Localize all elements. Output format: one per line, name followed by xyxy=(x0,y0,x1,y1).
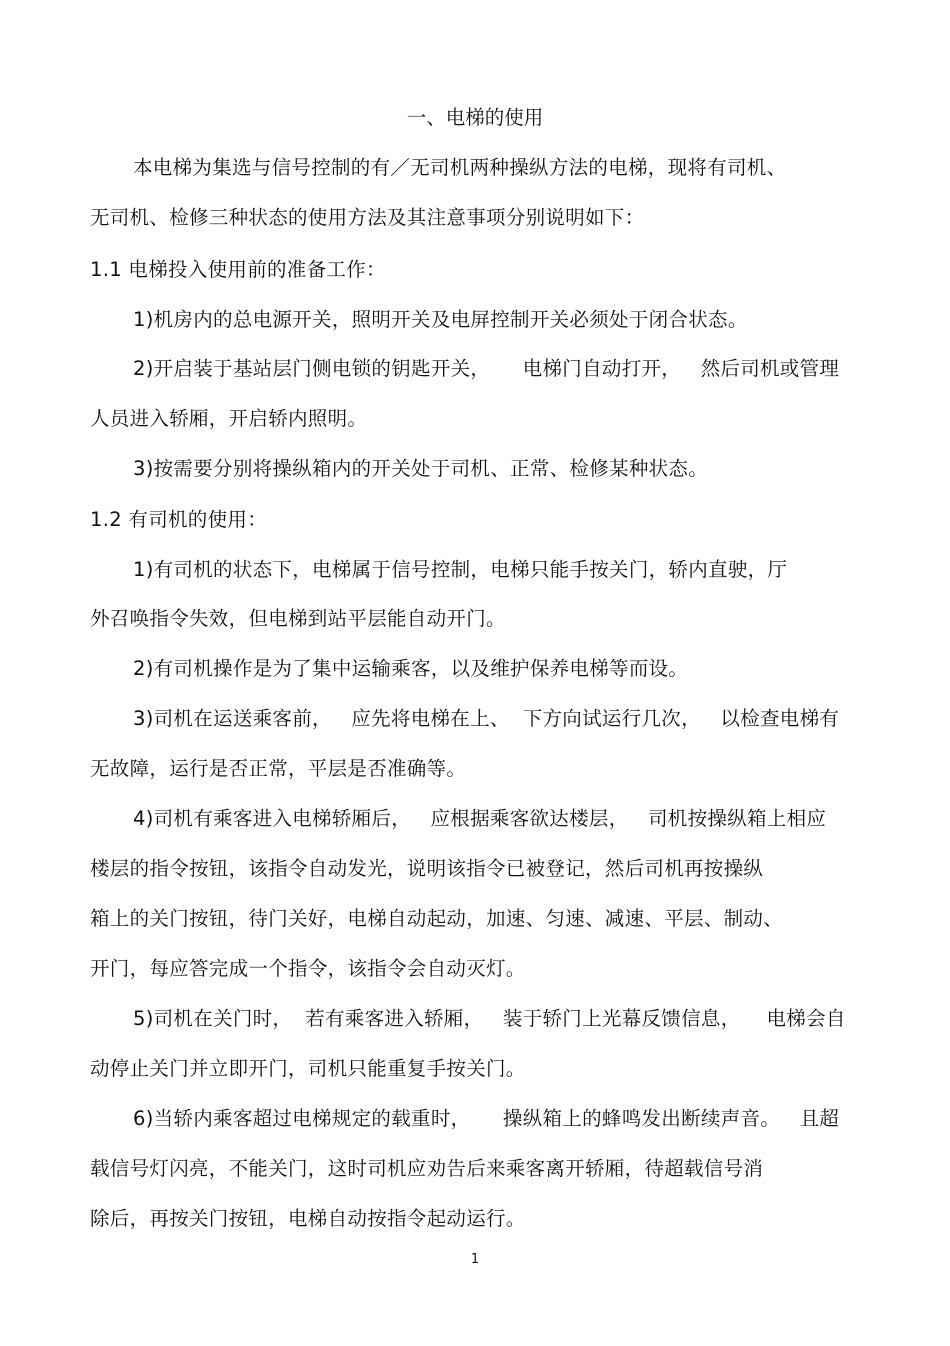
section-title: 一、电梯的使用 xyxy=(406,106,544,129)
paragraph-line: 开门，每应答完成一个指令，该指令会自动灭灯。 xyxy=(90,957,526,980)
paragraph-line: 1)机房内的总电源开关，照明开关及电屏控制开关必须处于闭合状态。 xyxy=(133,308,748,331)
paragraph-line: 无司机、检修三种状态的使用方法及其注意事项分别说明如下： xyxy=(90,206,645,229)
paragraph-line: 1)有司机的状态下，电梯属于信号控制，电梯只能手按关门，轿内直驶，厅 xyxy=(133,558,788,581)
paragraph-line: 2)有司机操作是为了集中运输乘客，以及维护保养电梯等而设。 xyxy=(133,657,689,680)
paragraph-line: 载信号灯闪亮，不能关门，这时司机应劝告后来乘客离开轿厢，待超载信号消 xyxy=(90,1157,764,1180)
paragraph-line: 箱上的关门按钮，待门关好，电梯自动起动，加速、匀速、减速、平层、制动、 xyxy=(90,907,784,930)
page-number: 1 xyxy=(470,1252,480,1267)
paragraph-line: 除后，再按关门按钮，电梯自动按指令起动运行。 xyxy=(90,1207,526,1230)
paragraph-line: 5)司机在关门时， 若有乘客进入轿厢， 装于轿门上光幕反馈信息， 电梯会自 xyxy=(133,1007,846,1030)
paragraph-line: 3)按需要分别将操纵箱内的开关处于司机、正常、检修某种状态。 xyxy=(133,457,709,480)
paragraph-line: 动停止关门并立即开门，司机只能重复手按关门。 xyxy=(90,1057,526,1080)
paragraph-line: 本电梯为集选与信号控制的有／无司机两种操纵方法的电梯，现将有司机、 xyxy=(133,156,787,179)
paragraph-line: 人员进入轿厢，开启轿内照明。 xyxy=(90,407,368,430)
subsection-heading: 1.1 电梯投入使用前的准备工作： xyxy=(90,258,386,281)
paragraph-line: 6)当轿内乘客超过电梯规定的载重时， 操纵箱上的蜂鸣发出断续声音。 且超 xyxy=(133,1107,840,1130)
paragraph-line: 无故障，运行是否正常，平层是否准确等。 xyxy=(90,757,467,780)
subsection-heading: 1.2 有司机的使用： xyxy=(90,508,268,531)
paragraph-line: 3)司机在运送乘客前， 应先将电梯在上、 下方向试运行几次， 以检查电梯有 xyxy=(133,707,840,730)
paragraph-line: 外召唤指令失效，但电梯到站平层能自动开门。 xyxy=(90,607,506,630)
paragraph-line: 4)司机有乘客进入电梯轿厢后， 应根据乘客欲达楼层， 司机按操纵箱上相应 xyxy=(133,807,827,830)
paragraph-line: 楼层的指令按钮，该指令自动发光，说明该指令已被登记，然后司机再按操纵 xyxy=(90,857,764,880)
paragraph-line: 2)开启装于基站层门侧电锁的钥匙开关， 电梯门自动打开， 然后司机或管理 xyxy=(133,357,840,380)
